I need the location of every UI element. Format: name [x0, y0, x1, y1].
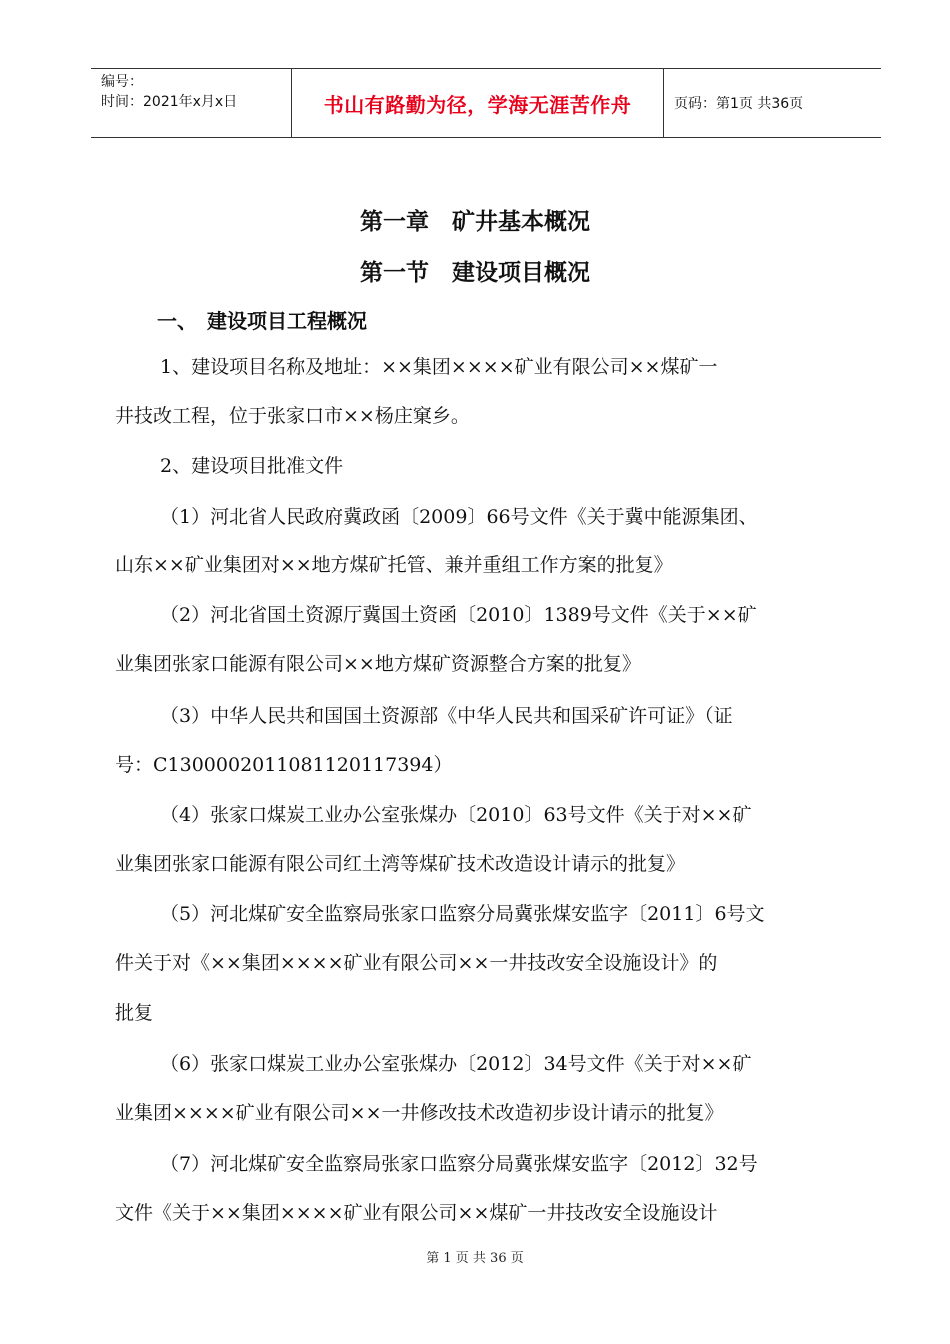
subsection-heading: 一、 建设项目工程概况 — [157, 309, 367, 333]
body-line: 文件《关于××集团××××矿业有限公司××煤矿一井技改安全设施设计 — [115, 1202, 718, 1224]
header-meta — [91, 69, 292, 137]
body-line: （1）河北省人民政府冀政函〔2009〕66号文件《关于冀中能源集团、 — [160, 506, 758, 528]
time-label: 时间：2021年x月x日 — [101, 94, 238, 110]
page-header — [91, 68, 881, 138]
body-line: 批复 — [115, 1002, 154, 1024]
section-title: 第一节 建设项目概况 — [360, 260, 590, 286]
body-line: （4）张家口煤炭工业办公室张煤办〔2010〕63号文件《关于对××矿 — [160, 804, 752, 826]
motto: 书山有路勤为径，学海无涯苦作舟 — [292, 69, 664, 137]
number-label: 编号： — [101, 74, 143, 90]
body-line: 2、建设项目批准文件 — [160, 455, 344, 477]
body-line: 山东××矿业集团对××地方煤矿托管、兼并重组工作方案的批复》 — [115, 554, 673, 576]
body-line: （3）中华人民共和国国土资源部《中华人民共和国采矿许可证》（证 — [160, 705, 733, 727]
page-footer: 第 1 页 共 36 页 — [426, 1251, 524, 1266]
page-indicator: 页码：第1页 共36页 — [674, 96, 804, 112]
body-line: （7）河北煤矿安全监察局张家口监察分局冀张煤安监字〔2012〕32号 — [160, 1153, 758, 1175]
body-line: 1、建设项目名称及地址：××集团××××矿业有限公司××煤矿一 — [160, 356, 718, 378]
body-line: 件关于对《××集团××××矿业有限公司××一井技改安全设施设计》的 — [115, 952, 718, 974]
body-line: 业集团张家口能源有限公司××地方煤矿资源整合方案的批复》 — [115, 653, 641, 675]
body-line: 业集团张家口能源有限公司红土湾等煤矿技术改造设计请示的批复》 — [115, 853, 686, 875]
body-line: 业集团××××矿业有限公司××一井修改技术改造初步设计请示的批复》 — [115, 1102, 724, 1124]
body-line: 号：C1300002011081120117394） — [115, 754, 453, 776]
body-line: （6）张家口煤炭工业办公室张煤办〔2012〕34号文件《关于对××矿 — [160, 1053, 752, 1075]
body-line: （5）河北煤矿安全监察局张家口监察分局冀张煤安监字〔2011〕6号文 — [160, 903, 765, 925]
body-line: 井技改工程，位于张家口市××杨庄窠乡。 — [115, 405, 470, 427]
chapter-title: 第一章 矿井基本概况 — [360, 209, 590, 235]
body-line: （2）河北省国土资源厅冀国土资函〔2010〕1389号文件《关于××矿 — [160, 604, 757, 626]
